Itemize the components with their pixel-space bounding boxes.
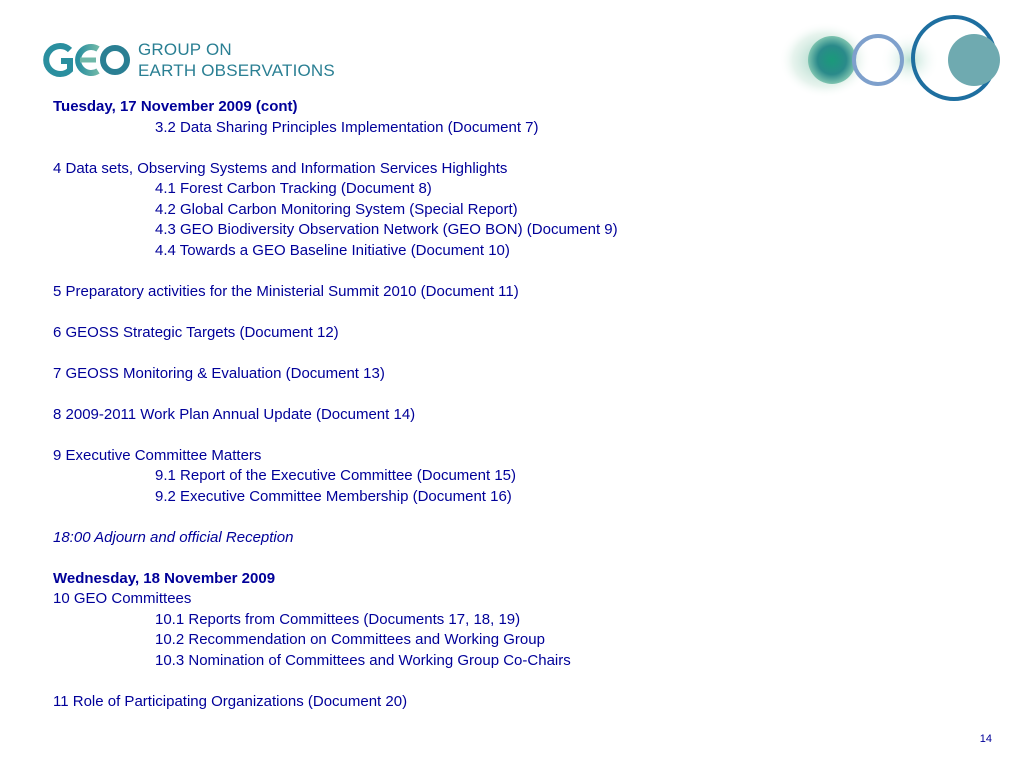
geo-logo-mark-icon: [40, 40, 132, 80]
decorative-circles-icon: [770, 8, 1010, 108]
agenda-item-10: 10 GEO Committees: [53, 590, 192, 607]
agenda-list: [53, 97, 953, 712]
agenda-item-10-1: 10.1 Reports from Committees (Documents 17, 18, 19): [155, 610, 521, 628]
day-2-heading: Wednesday, 18 November 2009: [53, 569, 276, 587]
day-1-heading: Tuesday, 17 November 2009 (cont): [53, 98, 298, 115]
organization-name-line-1: GROUP ON: [138, 40, 232, 59]
agenda-item-5: 5 Preparatory activities for the Ministerial Summit 2010 (Document 11): [53, 282, 519, 300]
agenda-item-9-1: 9.1 Report of the Executive Committee (Document 15): [155, 467, 516, 484]
spacer: [53, 343, 953, 364]
spacer: [53, 507, 953, 528]
agenda-item-3-2: 3.2 Data Sharing Principles Implementation (Document 7): [155, 118, 539, 136]
spacer: [53, 261, 953, 282]
organization-name-line-2: EARTH OBSERVATIONS: [138, 61, 335, 80]
organization-name: [138, 39, 335, 81]
agenda-item-10-2: 10.2 Recommendation on Committees and Working Group: [155, 631, 545, 648]
agenda-item-8: 8 2009-2011 Work Plan Annual Update (Document 14): [53, 405, 416, 423]
agenda-item-4-1: 4.1 Forest Carbon Tracking (Document 8): [155, 180, 432, 197]
agenda-item-11: 11 Role of Participating Organizations (Document 20): [53, 692, 408, 710]
agenda-item-4: 4 Data sets, Observing Systems and Information Services Highlights: [53, 159, 508, 177]
agenda-item-9: 9 Executive Committee Matters: [53, 446, 262, 464]
spacer: [53, 425, 953, 446]
spacer: [53, 384, 953, 405]
page-number: 14: [979, 733, 992, 745]
agenda-item-10-3: 10.3 Nomination of Committees and Working Group Co-Chairs: [155, 651, 571, 669]
agenda-item-7: 7 GEOSS Monitoring & Evaluation (Document 13): [53, 364, 385, 382]
agenda-item-9-2: 9.2 Executive Committee Membership (Document 16): [155, 487, 512, 505]
spacer: [53, 671, 953, 692]
agenda-item-4-4: 4.4 Towards a GEO Baseline Initiative (Document 10): [155, 241, 510, 259]
agenda-item-4-3: 4.3 GEO Biodiversity Observation Network (GEO BON) (Document 9): [155, 221, 618, 238]
agenda-item-6: 6 GEOSS Strategic Targets (Document 12): [53, 323, 339, 341]
adjourn-note: 18:00 Adjourn and official Reception: [53, 528, 294, 546]
spacer: [53, 548, 953, 569]
spacer: [53, 302, 953, 323]
agenda-item-4-2: 4.2 Global Carbon Monitoring System (Special Report): [155, 200, 518, 218]
spacer: [53, 138, 953, 159]
